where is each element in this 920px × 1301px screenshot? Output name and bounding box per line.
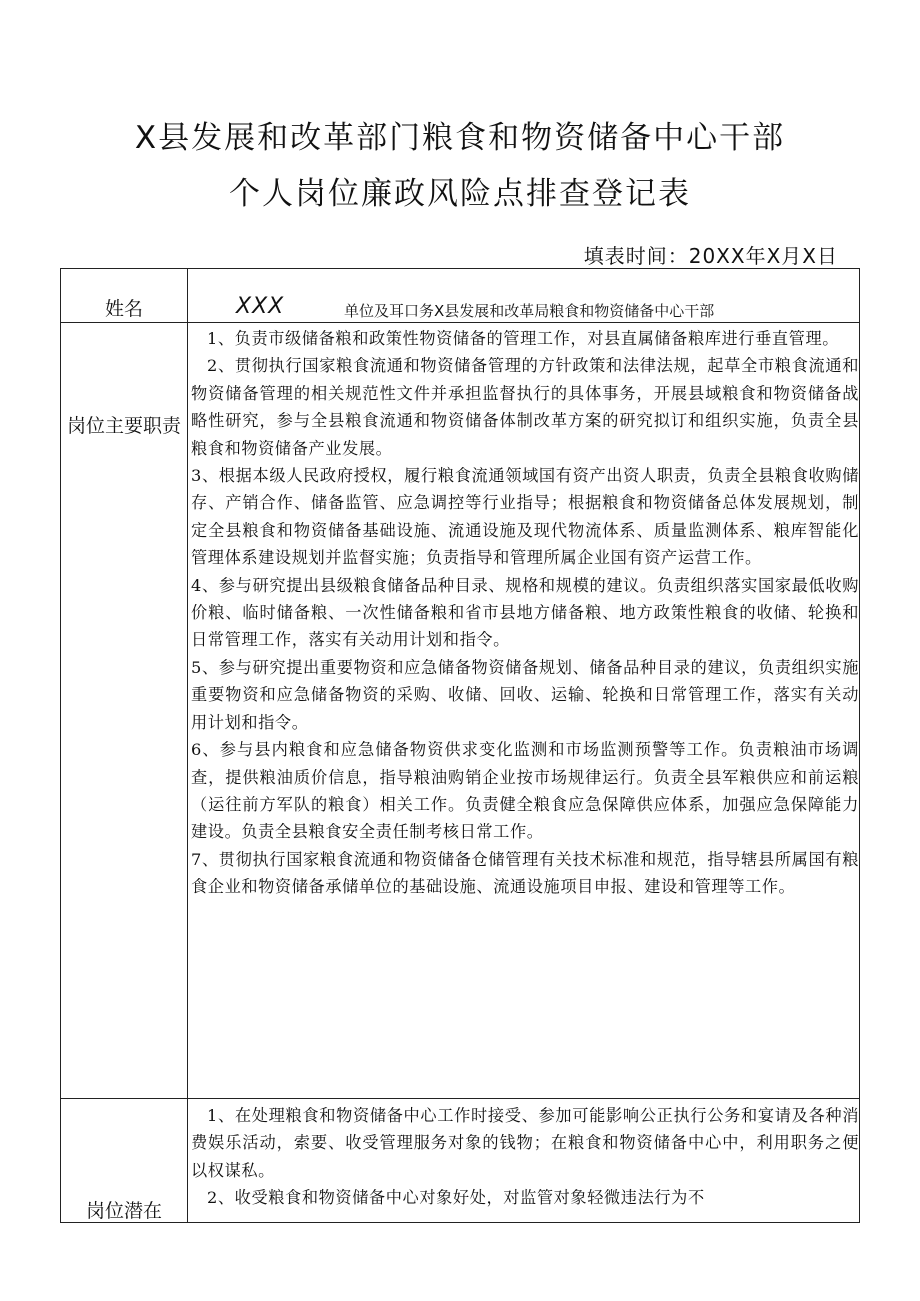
risk-item: 2、收受粮食和物资储备中心对象好处，对监管对象轻微违法行为不 [207, 1188, 705, 1208]
duty-item: 3、根据本级人民政府授权，履行粮食流通领域国有资产出资人职责，负责全县粮食收购储存、产销合作、储备监管、应急调控等行业指导；根据粮食和物资储备总体发展规划，制定全县粮食和物资储备基础设施、流通设施及现代物流体系、质量监测体系、粮库智能化管理体系建设规划并监督实施；负责指导和管理所属企业国有资产运营工作。 [191, 466, 859, 568]
risk-item: 1、在处理粮食和物资储备中心工作时接受、参加可能影响公正执行公务和宴请及各种消费娱乐活动，索要、收受管理服务对象的钱物；在粮食和物资储备中心中，利用职务之便以权谋私。 [191, 1106, 859, 1180]
duties-label-text: 岗位主要职责 [66, 415, 181, 437]
duties-label [64, 410, 184, 442]
duty-item: 2、贯彻执行国家粮食流通和物资储备管理的方针政策和法律法规，起草全市粮食流通和物资储备管理的相关规范性文件并承担监督执行的具体事务，开展县域粮食和物资储备战略性研究，参与全县粮食流通和物资储备体制改革方案的研究拟订和组织实施，负责全县粮食和物资储备产业发展。 [191, 356, 859, 458]
table-column-divider [187, 268, 188, 1223]
fill-date-label: 填表时间： [583, 244, 689, 268]
duty-item: 4、参与研究提出县级粮食储备品种目录、规格和规模的建议。负责组织落实国家最低收购价粮、临时储备粮、一次性储备粮和省市县地方储备粮、地方政策性粮食的收储、轮换和日常管理工作，落实有关动用计划和指令。 [191, 575, 859, 650]
table-right-border [859, 268, 860, 1223]
duty-item: 1、负责市级储备粮和政策性物资储备的管理工作，对县直属储备粮库进行垂直管理。 [207, 329, 840, 348]
duty-item: 6、参与县内粮食和应急储备物资供求变化监测和市场监测预警等工作。负责粮油市场调查，提供粮油质价信息，指导粮油购销企业按市场规律运行。负责全县军粮供应和前运粮（运往前方军队的粮食）相关工作。负责健全粮食应急保障供应体系，加强应急保障能力建设。负责全县粮食安全责任制考核日常工作。 [191, 740, 859, 842]
document-title-line1: X县发展和改革部门粮食和物资储备中心干部 [134, 120, 786, 156]
table-row-divider-name [60, 322, 860, 323]
name-value: XXX [236, 294, 285, 319]
risks-label: 岗位潜在 [85, 1200, 162, 1222]
duty-item: 7、贯彻执行国家粮食流通和物资储备仓储管理有关技术标准和规范，指导辖县所属国有粮食企业和物资储备承储单位的基础设施、流通设施项目申报、建设和管理等工作。 [191, 849, 859, 897]
document-title-line2: 个人岗位廉政风险点排查登记表 [229, 176, 691, 212]
fill-date-value: 20XX年X月X日 [688, 244, 838, 268]
duty-item: 5、参与研究提出重要物资和应急储备物资储备规划、储备品种目录的建议，负责组织实施重要物资和应急储备物资的采购、收储、回收、运输、轮换和日常管理工作，落实有关动用计划和指令。 [191, 657, 859, 732]
unit-and-position: 单位及耳口务X县发展和改革局粮食和物资储备中心干部 [344, 302, 715, 320]
table-top-border [60, 268, 860, 269]
table-row-divider-duties [60, 1098, 860, 1099]
risks-content [191, 1102, 859, 1212]
table-left-border [60, 268, 61, 1223]
name-label: 姓名 [104, 298, 143, 320]
fill-date [584, 240, 838, 269]
duties-content [191, 325, 859, 901]
